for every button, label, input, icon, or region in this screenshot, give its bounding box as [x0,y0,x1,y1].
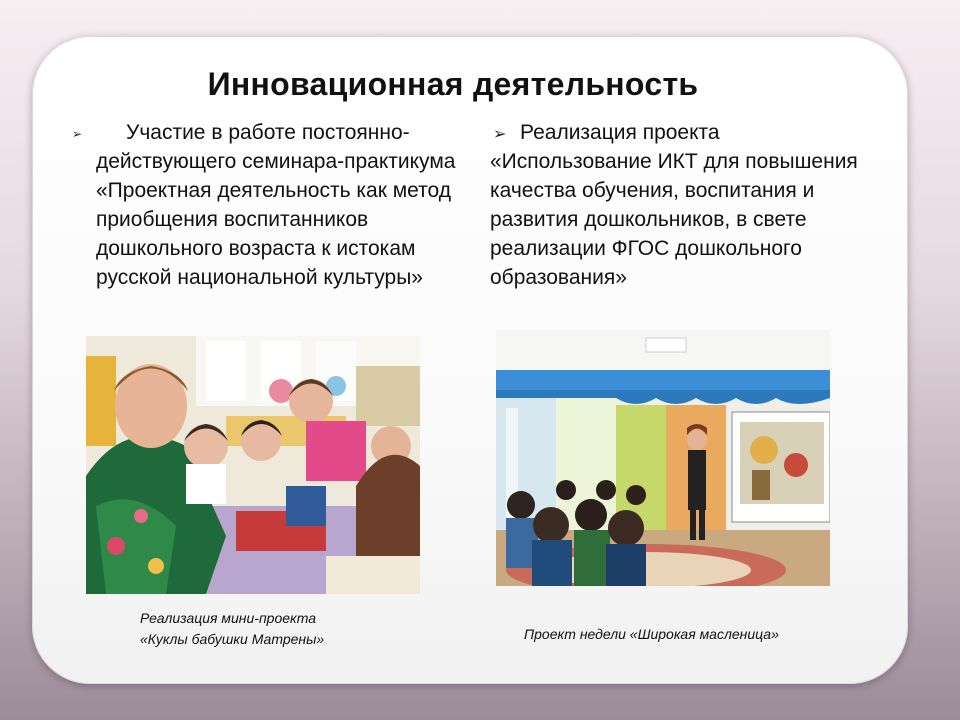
left-column-text [96,118,458,292]
right-photo [496,330,830,586]
right-column-text [490,118,860,292]
bullet-arrow-icon: ➢ [72,127,83,141]
left-caption-line2: «Куклы бабушки Матрены» [140,631,325,647]
slide-title: Инновационная деятельность [207,66,699,102]
right-paragraph: Реализация проекта «Использование ИКТ для повышения качества обучения, воспитания и развития дошкольников, в свете реализации ФГОС дошкольного образования» [490,121,858,289]
left-caption-line1: Реализация мини-проекта [140,610,317,626]
right-photo-image [496,330,830,586]
right-photo-caption: Проект недели «Широкая масленица» [524,626,779,642]
left-paragraph: Участие в работе постоянно-действующего семинара-практикума «Проектная деятельность как метод приобщения воспитанников дошкольного возраста к истокам русской национальной культуры» [96,121,456,289]
left-photo-caption [140,608,400,650]
left-photo [86,336,420,594]
left-photo-image [86,336,420,594]
bullet-arrow-icon: ➢ [493,126,507,143]
